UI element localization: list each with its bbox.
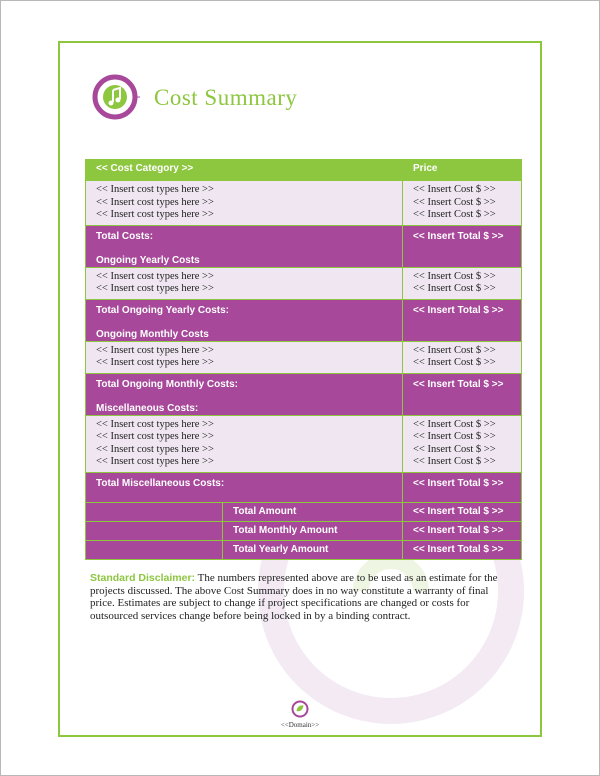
disclaimer-text: The numbers represented above are to be used as an estimate for the projects discussed. The above Cost Summary does in no way constitute a warranty of final price. Estimates are subject to change if project specifications are changed or costs for outsourced services change before being locked in by a binding contract.: [90, 572, 498, 622]
total-label-cell: [86, 225, 403, 267]
total-row: [86, 225, 522, 267]
table-header-row: [86, 160, 522, 181]
table-row: [86, 415, 522, 472]
total-row: [86, 299, 522, 341]
total-row: [86, 373, 522, 415]
total-value: << Insert Total $ >>: [413, 304, 504, 316]
total-value: << Insert Total $ >>: [413, 477, 504, 489]
summary-label: Total Yearly Amount: [223, 540, 403, 559]
music-note-icon: [90, 72, 140, 122]
summary-spacer-cell: [86, 521, 223, 540]
cost-item: << Insert cost types here >>: [96, 344, 214, 356]
total-label-cell: [86, 373, 403, 415]
cost-item: << Insert cost types here >>: [96, 184, 214, 195]
leaf-icon: [291, 700, 309, 718]
total-value-cell: [403, 373, 522, 415]
total-label: Total Costs:: [96, 230, 154, 242]
summary-value: << Insert Total $ >>: [403, 540, 522, 559]
summary-row: [86, 502, 522, 521]
total-label: Total Miscellaneous Costs:: [96, 477, 225, 489]
price-header: Price: [403, 160, 522, 181]
cost-item: << Insert cost types here >>: [96, 418, 214, 430]
cost-item: << Insert cost types here >>: [96, 431, 214, 442]
cost-price-cell: [403, 415, 522, 472]
total-value-cell: [403, 299, 522, 341]
cost-item: << Insert cost types here >>: [96, 443, 214, 455]
cost-category-header: << Cost Category >>: [86, 160, 403, 181]
cost-price-cell: [403, 181, 522, 226]
total-value: << Insert Total $ >>: [413, 378, 504, 390]
summary-label: Total Monthly Amount: [223, 521, 403, 540]
cost-price: << Insert Cost $ >>: [413, 431, 496, 442]
cost-price: << Insert Cost $ >>: [413, 443, 496, 455]
cost-price: << Insert Cost $ >>: [413, 357, 496, 368]
summary-value: << Insert Total $ >>: [403, 521, 522, 540]
cost-price-cell: [403, 341, 522, 373]
cost-price-cell: [403, 267, 522, 299]
total-value-cell: [403, 225, 522, 267]
total-row: [86, 472, 522, 502]
cost-summary-table: [85, 159, 522, 560]
cost-item: << Insert cost types here >>: [96, 209, 214, 220]
cost-item: << Insert cost types here >>: [96, 270, 214, 282]
total-label: Total Ongoing Monthly Costs:: [96, 378, 239, 390]
summary-spacer-cell: [86, 540, 223, 559]
cost-item-cell: [86, 341, 403, 373]
table-row: [86, 267, 522, 299]
cost-price: << Insert Cost $ >>: [413, 344, 496, 356]
cost-item-cell: [86, 415, 403, 472]
disclaimer-lead: Standard Disclaimer:: [90, 572, 196, 584]
page-title: Cost Summary: [154, 85, 298, 110]
cost-price: << Insert Cost $ >>: [413, 270, 496, 282]
table-row: [86, 181, 522, 226]
total-value: << Insert Total $ >>: [413, 230, 504, 242]
cost-price: << Insert Cost $ >>: [413, 196, 496, 208]
cost-item: << Insert cost types here >>: [96, 456, 214, 467]
footer-domain: <<Domain>>: [280, 721, 320, 729]
total-value-cell: [403, 472, 522, 502]
disclaimer-paragraph: [90, 572, 515, 622]
section-label: Ongoing Yearly Costs: [96, 254, 200, 266]
cost-price: << Insert Cost $ >>: [413, 184, 496, 195]
cost-item: << Insert cost types here >>: [96, 196, 214, 208]
cost-price: << Insert Cost $ >>: [413, 283, 496, 294]
section-label: Ongoing Monthly Costs: [96, 328, 209, 340]
summary-spacer-cell: [86, 502, 223, 521]
cost-price: << Insert Cost $ >>: [413, 418, 496, 430]
cost-item: << Insert cost types here >>: [96, 357, 214, 368]
cost-price: << Insert Cost $ >>: [413, 456, 496, 467]
cost-price: << Insert Cost $ >>: [413, 209, 496, 220]
summary-label: Total Amount: [223, 502, 403, 521]
table-row: [86, 341, 522, 373]
summary-row: [86, 540, 522, 559]
cost-item-cell: [86, 181, 403, 226]
total-label-cell: [86, 299, 403, 341]
summary-row: [86, 521, 522, 540]
total-label-cell: [86, 472, 403, 502]
summary-value: << Insert Total $ >>: [403, 502, 522, 521]
total-label: Total Ongoing Yearly Costs:: [96, 304, 229, 316]
section-label: Miscellaneous Costs:: [96, 402, 199, 414]
cost-item: << Insert cost types here >>: [96, 283, 214, 294]
cost-item-cell: [86, 267, 403, 299]
